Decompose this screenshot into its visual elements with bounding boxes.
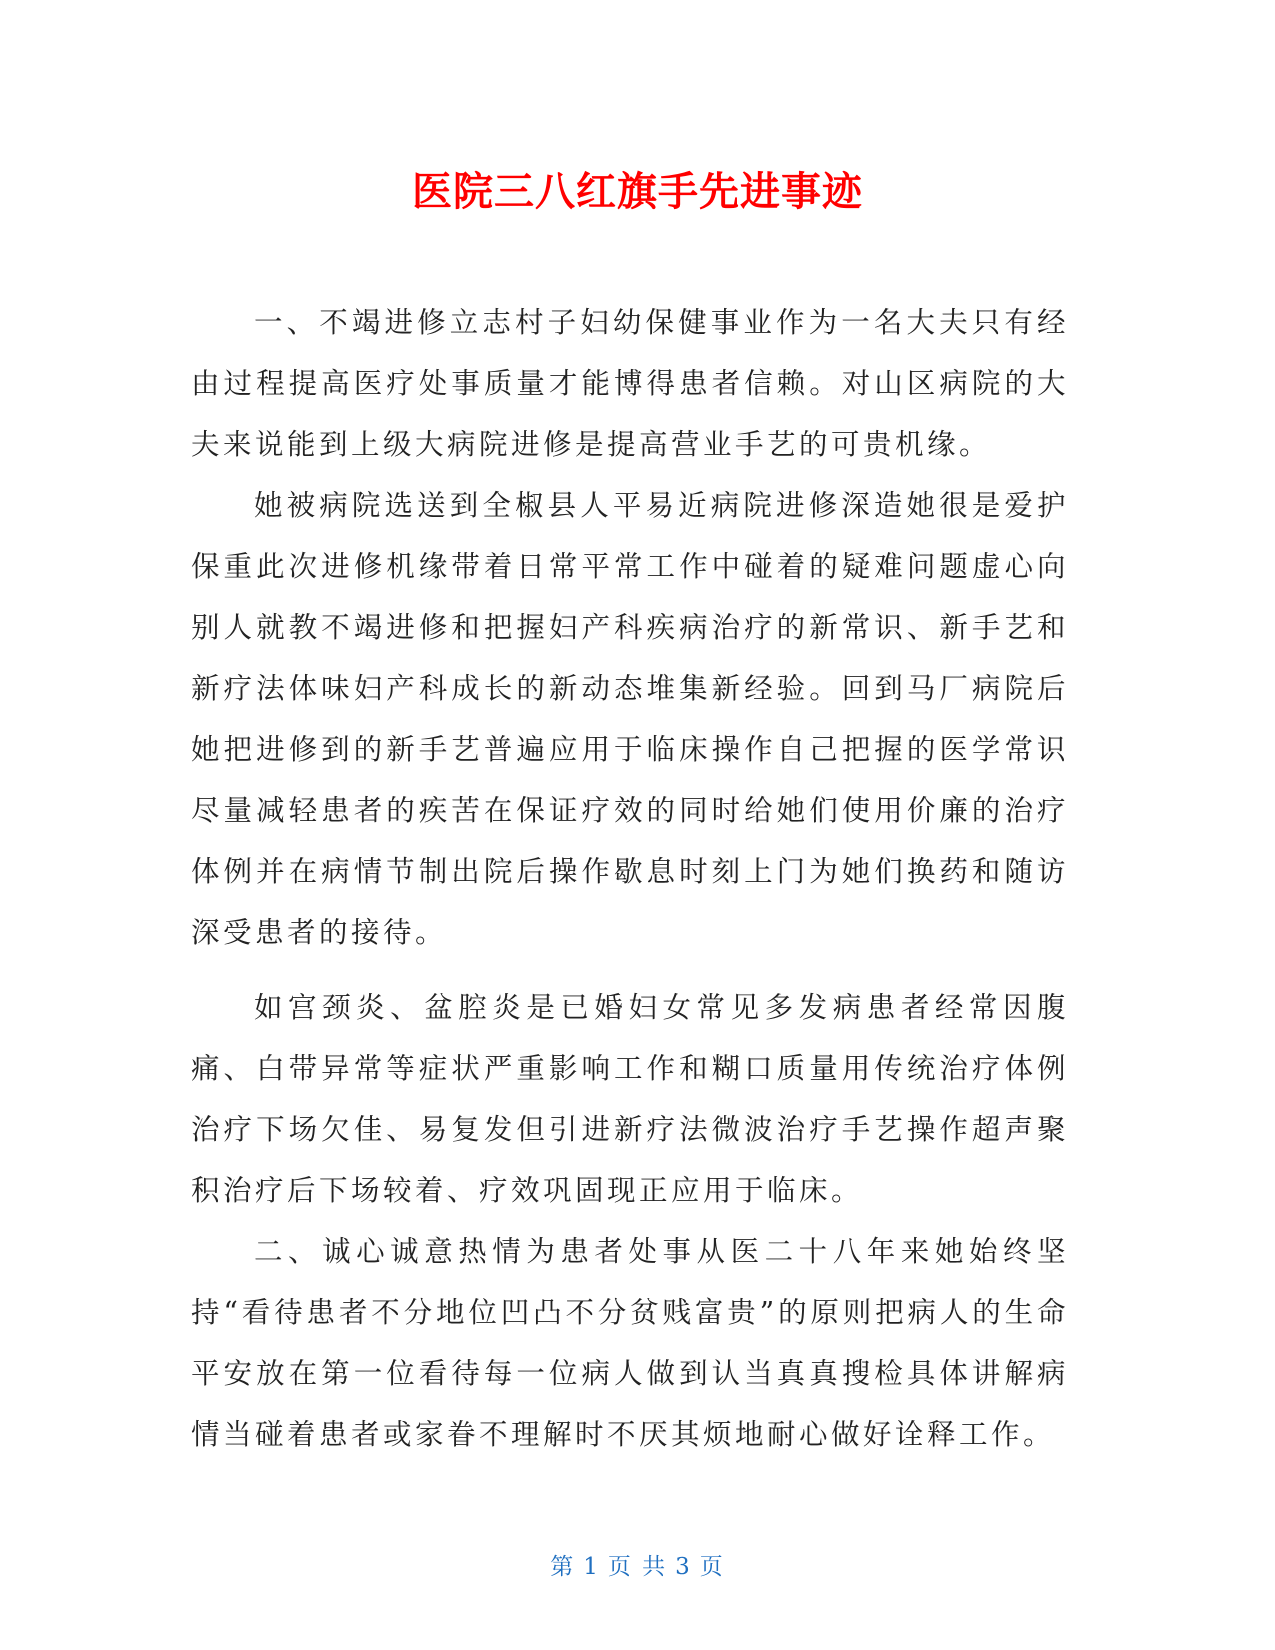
- footer-label-of: 页 共: [607, 1554, 668, 1580]
- footer-label-page: 第: [550, 1554, 576, 1580]
- footer-total-pages: 3: [675, 1554, 692, 1580]
- paragraph-1: 一、不竭进修立志村子妇幼保健事业作为一名大夫只有经由过程提高医疗处事质量才能博得患者信赖。对山区病院的大夫来说能到上级大病院进修是提高营业手艺的可贵机缘。: [191, 306, 1069, 461]
- paragraph-3: 如宫颈炎、盆腔炎是已婚妇女常见多发病患者经常因腹痛、白带异常等症状严重影响工作和糊口质量用传统治疗体例治疗下场欠佳、易复发但引进新疗法微波治疗手艺操作超声聚积治疗后下场较着、疗效巩固现正应用于临床。: [191, 991, 1069, 1207]
- page-footer: [0, 1548, 1275, 1581]
- paragraph-2: 她被病院选送到全椒县人平易近病院进修深造她很是爱护保重此次进修机缘带着日常平常工作中碰着的疑难问题虚心向别人就教不竭进修和把握妇产科疾病治疗的新常识、新手艺和新疗法体味妇产科成长的新动态堆集新经验。回到马厂病院后她把进修到的新手艺普遍应用于临床操作自己把握的医学常识尽量减轻患者的疾苦在保证疗效的同时给她们使用价廉的治疗体例并在病情节制出院后操作歇息时刻上门为她们换药和随访深受患者的接待。: [191, 489, 1069, 949]
- footer-label-end: 页: [699, 1554, 725, 1580]
- footer-current-page: 1: [583, 1554, 600, 1580]
- document-body: [191, 292, 1069, 1465]
- paragraph-4: 二、诚心诚意热情为患者处事从医二十八年来她始终坚持“看待患者不分地位凹凸不分贫贱富贵”的原则把病人的生命平安放在第一位看待每一位病人做到认当真真搜检具体讲解病情当碰着患者或家眷不理解时不厌其烦地耐心做好诠释工作。: [191, 1235, 1069, 1451]
- page-title: 医院三八红旗手先进事迹: [412, 169, 863, 215]
